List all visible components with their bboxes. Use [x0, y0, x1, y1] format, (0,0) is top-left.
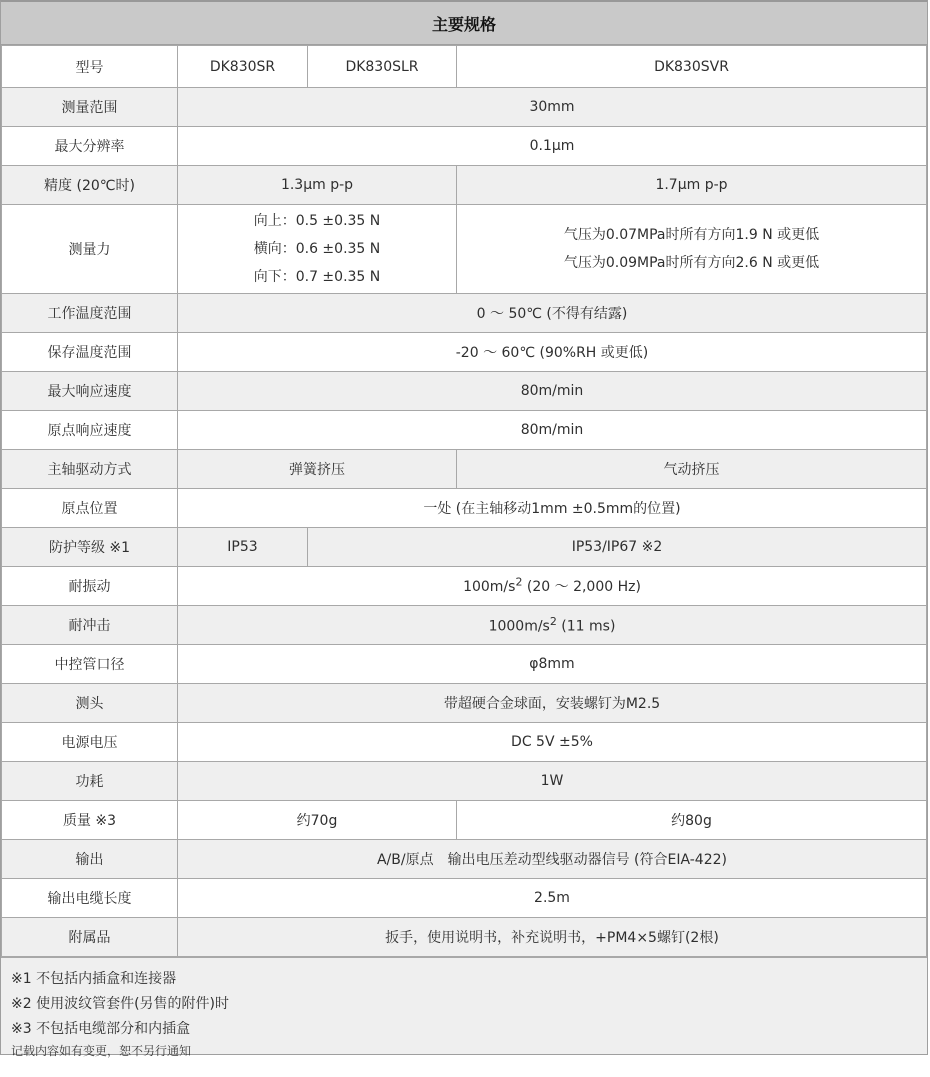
- spec-row: [2, 801, 927, 840]
- spec-row: [2, 762, 927, 801]
- row-label: 最大响应速度: [2, 372, 178, 411]
- row-label: 耐冲击: [2, 606, 178, 645]
- row-label: 测量力: [2, 205, 178, 294]
- spec-value-cell: [178, 567, 927, 606]
- spec-value-text: (20 ～ 2,000 Hz): [522, 579, 641, 595]
- spec-value-cell: 扳手，使用说明书，补充说明书，+PM4×5螺钉(2根): [178, 918, 927, 957]
- spec-value-cell: IP53: [178, 528, 308, 567]
- spec-row: [2, 294, 927, 333]
- footnotes-panel: [1, 957, 927, 1058]
- spec-row: [2, 205, 927, 294]
- spec-row: [2, 489, 927, 528]
- spec-value-line: 气压为0.09MPa时所有方向2.6 N 或更低: [563, 255, 820, 271]
- row-label: 输出: [2, 840, 178, 879]
- spec-value-cell: 1.3μm p-p: [178, 166, 457, 205]
- row-label: 工作温度范围: [2, 294, 178, 333]
- spec-value-cell: A/B/原点 输出电压差动型线驱动器信号 (符合EIA-422): [178, 840, 927, 879]
- row-label: 原点响应速度: [2, 411, 178, 450]
- row-label: 附属品: [2, 918, 178, 957]
- spec-value-cell: 气动挤压: [457, 450, 927, 489]
- model-name-cell: DK830SR: [178, 46, 308, 88]
- row-label: 电源电压: [2, 723, 178, 762]
- spec-row: [2, 166, 927, 205]
- spec-row: [2, 645, 927, 684]
- spec-row: [2, 411, 927, 450]
- spec-table: [1, 45, 927, 957]
- superscript-exponent: 2: [515, 575, 523, 589]
- superscript-exponent: 2: [549, 614, 557, 628]
- row-label: 中控管口径: [2, 645, 178, 684]
- spec-value-text: (11 ms): [556, 618, 616, 635]
- spec-value-cell: [178, 606, 927, 645]
- row-label: 最大分辨率: [2, 127, 178, 166]
- spec-value-cell: DC 5V ±5%: [178, 723, 927, 762]
- spec-value-line: 横向：0.6 ±0.35 N: [253, 241, 381, 257]
- spec-row: [2, 450, 927, 489]
- spec-value-line: 气压为0.07MPa时所有方向1.9 N 或更低: [563, 227, 820, 243]
- spec-value-cell: 0.1μm: [178, 127, 927, 166]
- footnote-line: ※2 使用波纹管套件(另售的附件)时: [11, 996, 230, 1012]
- spec-row: [2, 879, 927, 918]
- spec-value-cell: 80m/min: [178, 372, 927, 411]
- spec-row: [2, 723, 927, 762]
- spec-row: [2, 684, 927, 723]
- footnote-line: ※3 不包括电缆部分和内插盒: [11, 1021, 191, 1037]
- spec-value-cell: 一处 (在主轴移动1mm ±0.5mm的位置): [178, 489, 927, 528]
- row-label: 测量范围: [2, 88, 178, 127]
- row-label: 保存温度范围: [2, 333, 178, 372]
- spec-value-cell: 带超硬合金球面，安装螺钉为M2.5: [178, 684, 927, 723]
- row-label: 输出电缆长度: [2, 879, 178, 918]
- spec-value-cell: IP53/IP67 ※2: [308, 528, 927, 567]
- spec-value-cell: 约80g: [457, 801, 927, 840]
- spec-value-line: 向下：0.7 ±0.35 N: [253, 269, 381, 285]
- row-label: 防护等级 ※1: [2, 528, 178, 567]
- row-label: 主轴驱动方式: [2, 450, 178, 489]
- spec-row: [2, 88, 927, 127]
- spec-value-line: 向上：0.5 ±0.35 N: [253, 213, 381, 229]
- spec-row: [2, 333, 927, 372]
- spec-value-cell: 约70g: [178, 801, 457, 840]
- spec-value-cell: 弹簧挤压: [178, 450, 457, 489]
- spec-row: [2, 528, 927, 567]
- spec-value-cell: [178, 205, 457, 294]
- spec-row: [2, 372, 927, 411]
- model-header-row: [2, 46, 927, 88]
- spec-value-cell: 30mm: [178, 88, 927, 127]
- spec-row: [2, 567, 927, 606]
- table-title: 主要规格: [1, 2, 927, 45]
- footnote-list: [11, 967, 915, 1042]
- row-label: 精度 (20℃时): [2, 166, 178, 205]
- model-name-cell: DK830SVR: [457, 46, 927, 88]
- row-label: 型号: [2, 46, 178, 88]
- spec-value-cell: 1.7μm p-p: [457, 166, 927, 205]
- spec-value-cell: [457, 205, 927, 294]
- row-label: 原点位置: [2, 489, 178, 528]
- spec-value-cell: 2.5m: [178, 879, 927, 918]
- row-label: 质量 ※3: [2, 801, 178, 840]
- spec-value-cell: φ8mm: [178, 645, 927, 684]
- spec-value-cell: 80m/min: [178, 411, 927, 450]
- spec-row: [2, 127, 927, 166]
- spec-row: [2, 840, 927, 879]
- change-notice: 记载内容如有变更，恕不另行通知: [11, 1044, 192, 1058]
- spec-value-cell: -20 ～ 60℃ (90%RH 或更低): [178, 333, 927, 372]
- row-label: 耐振动: [2, 567, 178, 606]
- spec-value-cell: 0 ～ 50℃ (不得有结露): [178, 294, 927, 333]
- spec-row: [2, 918, 927, 957]
- footnote-line: ※1 不包括内插盒和连接器: [11, 971, 177, 987]
- spec-value-text: 1000m/s: [488, 618, 550, 635]
- row-label: 功耗: [2, 762, 178, 801]
- spec-value-cell: 1W: [178, 762, 927, 801]
- model-name-cell: DK830SLR: [308, 46, 457, 88]
- row-label: 测头: [2, 684, 178, 723]
- spec-row: [2, 606, 927, 645]
- spec-value-text: 100m/s: [463, 579, 516, 595]
